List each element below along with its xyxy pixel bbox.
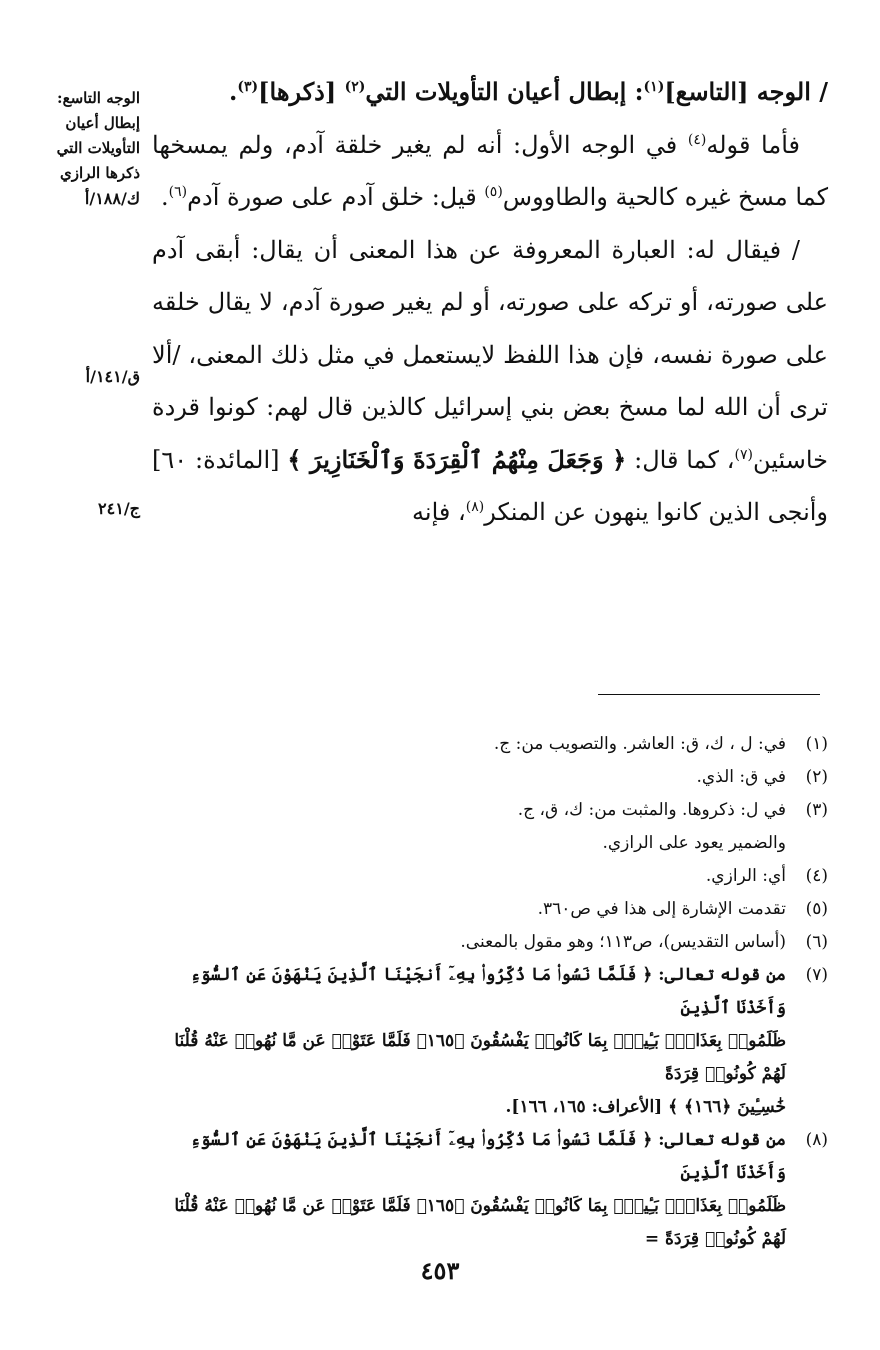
footnote-item — [148, 893, 828, 926]
footnote-number: (٥) — [805, 899, 828, 919]
page-number: ٤٥٣ — [420, 1256, 460, 1285]
footnotes — [148, 728, 828, 1256]
footnote-text: (أساس التقديس)، ص١١٣؛ وهو مقول بالمعنى. — [460, 932, 786, 952]
footnote-ref[interactable]: (٧) — [734, 446, 753, 463]
footnote-text: في: ل ، ك، ق: العاشر. والتصويب من: ج. — [493, 734, 786, 754]
manuscript-ref-j: ج/٢٤١ — [98, 499, 140, 518]
margin-heading-line: ذكرها الرازي — [60, 164, 140, 182]
manuscript-ref-k: ك/١٨٨/أ — [84, 189, 140, 208]
footnote-item — [148, 860, 828, 893]
footnote-ref[interactable]: (١) — [643, 79, 665, 95]
footnote-number: (٤) — [805, 866, 828, 886]
footnote-text: من قوله تعالى: ﴿ فَلَمَّا نَسُوا۟ مَا ذُكِّرُوا۟ بِهِۦٓ أَنجَيْنَا ٱلَّذِينَ يَنْهَوْنَ عَنِ ٱلسُّوٓءِ وَأَخَذْنَا ٱلَّذِينَ ظَلَمُوا۟ بِعَذَابٍۭ بَـِٔيسٍۭ بِمَا كَانُوا۟ يَفْسُقُونَ ﴿١٦٥﴾ فَلَمَّا عَتَوْا۟ عَن مَّا نُهُوا۟ عَنْهُ قُلْنَا لَهُمْ كُونُوا۟ قِرَدَةً = — [174, 1130, 786, 1249]
margin-heading-note — [22, 86, 140, 211]
footnote-item — [148, 1124, 828, 1256]
footnote-text: في ق: الذي. — [696, 767, 786, 787]
section-heading: / الوجه [التاسع]$^{(١)}$: إبطال أعيان التأويلات التي$^{(٢)}$ [ذكرها]$^{(٣)}$. — [229, 77, 828, 106]
paragraph-2: / فيقال له: العبارة المعروفة عن هذا المعنى أن يقال: أبقى آدم على صورته، أو تركه على صورته، أو لم يغير صورة آدم، لا يقال خلقه على صورة نفسه، فإن هذا اللفظ لايستعمل في مثل ذلك المعنى، /ألا ترى أن الله لما مسخ بعض بني إسرائيل كالذين قال لهم: كونوا قردة خاسئين$^{(٧)}$، كما قال: ﴿ وَجَعَلَ مِنْهُمُ ٱلْقِرَدَةَ وَٱلْخَنَازِيرَ ﴾ [المائدة: ٦٠] وأنجى الذين كانوا ينهون عن المنكر$^{(٨)}$، فإنه — [152, 235, 828, 526]
footnote-text: أي: الرازي. — [705, 866, 786, 886]
footnote-number: (٢) — [805, 767, 828, 787]
footnote-number: (٨) — [805, 1130, 828, 1150]
footnote-ref[interactable]: (٣) — [237, 79, 259, 95]
footnote-text: تقدمت الإشارة إلى هذا في ص٣٦٠. — [537, 899, 786, 919]
margin-heading-line: الوجه التاسع: — [57, 89, 140, 107]
footnote-number: (١) — [805, 734, 828, 754]
footnote-text: من قوله تعالى: ﴿ فَلَمَّا نَسُوا۟ مَا ذُكِّرُوا۟ بِهِۦٓ أَنجَيْنَا ٱلَّذِينَ يَنْهَوْنَ عَنِ ٱلسُّوٓءِ وَأَخَذْنَا ٱلَّذِينَ ظَلَمُوا۟ بِعَذَابٍۭ بَـِٔيسٍۭ بِمَا كَانُوا۟ يَفْسُقُونَ ﴿١٦٥﴾ فَلَمَّا عَتَوْا۟ عَن مَّا نُهُوا۟ عَنْهُ قُلْنَا لَهُمْ كُونُوا۟ قِرَدَةً خَٰسِـِٔينَ ﴿١٦٦﴾ ﴾ [الأعراف: ١٦٥، ١٦٦]. — [174, 965, 786, 1117]
footnote-ref[interactable]: (٨) — [465, 499, 485, 515]
footnote-number: (٣) — [805, 800, 828, 820]
footnote-ref[interactable]: (٢) — [344, 79, 366, 95]
footnote-ref[interactable]: (٦) — [168, 184, 188, 200]
main-text — [152, 66, 828, 539]
footnote-number: (٦) — [805, 932, 828, 952]
footnote-separator — [598, 694, 820, 695]
footnote-item — [148, 728, 828, 761]
footnote-item — [148, 761, 828, 794]
footnote-text: في ل: ذكروها. والمثبت من: ك، ق، ج. والضمير يعود على الرازي. — [517, 800, 786, 853]
footnote-item — [148, 794, 828, 860]
margin-heading-line: إبطال أعيان — [65, 114, 140, 132]
manuscript-ref-q: ق/١٤١/أ — [85, 367, 140, 386]
footnote-ref[interactable]: (٤) — [687, 131, 707, 148]
footnote-number: (٧) — [805, 965, 828, 985]
paragraph-1: فأما قوله$^{(٤)}$ في الوجه الأول: أنه لم يغير خلقة آدم، ولم يمسخها كما مسخ غيره كالحية والطاووس$^{(٥)}$ قيل: خلق آدم على صورة آدم$^{(٦)}$. — [152, 130, 828, 211]
margin-heading-line: التأويلات التي — [56, 139, 140, 157]
footnote-item — [148, 959, 828, 1124]
footnote-ref[interactable]: (٥) — [484, 184, 503, 200]
quran-quote: ﴿ وَجَعَلَ مِنْهُمُ ٱلْقِرَدَةَ وَٱلْخَنَازِيرَ ﴾ — [287, 444, 627, 474]
footnote-item — [148, 926, 828, 959]
